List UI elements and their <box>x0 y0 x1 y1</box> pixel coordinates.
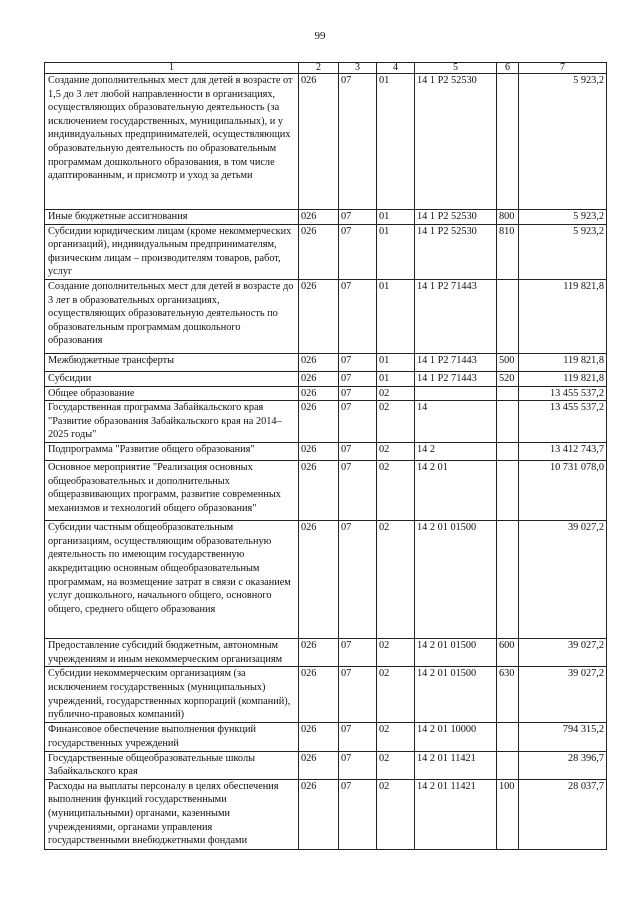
table-row <box>45 751 607 779</box>
row-section: 07 <box>339 371 377 386</box>
row-code-admin: 026 <box>299 779 339 849</box>
row-section: 07 <box>339 279 377 353</box>
row-expense-type <box>497 751 519 779</box>
row-amount: 39 027,2 <box>519 667 607 723</box>
row-target-article: 14 2 <box>415 443 497 461</box>
row-section: 07 <box>339 461 377 521</box>
column-header: 1 <box>45 63 299 74</box>
row-name: Межбюджетные трансферты <box>45 353 299 371</box>
row-target-article: 14 2 01 11421 <box>415 751 497 779</box>
row-code-admin: 026 <box>299 74 339 210</box>
row-section: 07 <box>339 751 377 779</box>
row-expense-type <box>497 74 519 210</box>
row-code-admin: 026 <box>299 279 339 353</box>
row-subsection: 01 <box>377 74 415 210</box>
table-row <box>45 74 607 210</box>
row-section: 07 <box>339 386 377 401</box>
row-target-article: 14 2 01 11421 <box>415 779 497 849</box>
row-expense-type <box>497 443 519 461</box>
row-expense-type: 600 <box>497 639 519 667</box>
column-header: 5 <box>415 63 497 74</box>
row-subsection: 01 <box>377 279 415 353</box>
column-header-row <box>45 63 607 74</box>
row-target-article: 14 2 01 <box>415 461 497 521</box>
row-name: Финансовое обеспечение выполнения функций государственных учреждений <box>45 723 299 751</box>
column-header: 2 <box>299 63 339 74</box>
row-expense-type <box>497 279 519 353</box>
row-subsection: 02 <box>377 521 415 639</box>
row-section: 07 <box>339 443 377 461</box>
row-subsection: 02 <box>377 751 415 779</box>
row-target-article: 14 2 01 01500 <box>415 667 497 723</box>
row-code-admin: 026 <box>299 371 339 386</box>
row-expense-type: 520 <box>497 371 519 386</box>
row-name: Субсидии <box>45 371 299 386</box>
row-section: 07 <box>339 210 377 225</box>
row-amount: 13 455 537,2 <box>519 386 607 401</box>
row-name: Создание дополнительных мест для детей в возрасте от 1,5 до 3 лет любой направленности в организациях, осуществляющих образовательную деятельность (за исключением государственных, муниципальных), и у индивидуальных предпринимателей, осуществляющих образовательную деятельность по образовательным программам дошкольного образования, в том числе адаптированным, и присмотр и уход за детьми <box>45 74 299 210</box>
row-section: 07 <box>339 74 377 210</box>
row-code-admin: 026 <box>299 443 339 461</box>
row-code-admin: 026 <box>299 461 339 521</box>
row-section: 07 <box>339 401 377 443</box>
table-row <box>45 723 607 751</box>
row-subsection: 01 <box>377 371 415 386</box>
table-row <box>45 401 607 443</box>
row-name: Субсидии юридическим лицам (кроме некоммерческих организаций), индивидуальным предпринимателям, физическим лицам – производителям товаров, работ, услуг <box>45 224 299 279</box>
row-name: Общее образование <box>45 386 299 401</box>
row-expense-type: 500 <box>497 353 519 371</box>
column-header: 6 <box>497 63 519 74</box>
row-name: Создание дополнительных мест для детей в возрасте до 3 лет в образовательных организациях, осуществляющих образовательную деятельность по образовательным программам дошкольного образования <box>45 279 299 353</box>
row-name: Предоставление субсидий бюджетным, автономным учреждениям и иным некоммерческим организациям <box>45 639 299 667</box>
row-amount: 28 396,7 <box>519 751 607 779</box>
row-expense-type: 630 <box>497 667 519 723</box>
row-name: Подпрограмма "Развитие общего образования" <box>45 443 299 461</box>
row-section: 07 <box>339 224 377 279</box>
column-header: 4 <box>377 63 415 74</box>
row-subsection: 01 <box>377 210 415 225</box>
row-expense-type <box>497 723 519 751</box>
table-row <box>45 521 607 639</box>
row-target-article: 14 1 P2 52530 <box>415 74 497 210</box>
row-code-admin: 026 <box>299 353 339 371</box>
row-section: 07 <box>339 723 377 751</box>
row-name: Основное мероприятие "Реализация основных общеобразовательных и дополнительных общеразвивающих программ, развитие современных механизмов и технологий общего образования" <box>45 461 299 521</box>
row-target-article: 14 1 P2 52530 <box>415 210 497 225</box>
row-subsection: 01 <box>377 224 415 279</box>
row-expense-type <box>497 386 519 401</box>
table-row <box>45 371 607 386</box>
row-amount: 119 821,8 <box>519 371 607 386</box>
row-expense-type: 100 <box>497 779 519 849</box>
row-target-article: 14 1 P2 52530 <box>415 224 497 279</box>
table-row <box>45 667 607 723</box>
row-section: 07 <box>339 667 377 723</box>
row-subsection: 02 <box>377 401 415 443</box>
row-amount: 28 037,7 <box>519 779 607 849</box>
row-expense-type: 800 <box>497 210 519 225</box>
row-amount: 10 731 078,0 <box>519 461 607 521</box>
row-target-article: 14 <box>415 401 497 443</box>
table-row <box>45 639 607 667</box>
row-amount: 13 455 537,2 <box>519 401 607 443</box>
row-name: Государственная программа Забайкальского края "Развитие образования Забайкальского края на 2014–2025 годы" <box>45 401 299 443</box>
row-expense-type <box>497 461 519 521</box>
row-code-admin: 026 <box>299 751 339 779</box>
row-section: 07 <box>339 639 377 667</box>
row-subsection: 02 <box>377 461 415 521</box>
table-row <box>45 224 607 279</box>
row-name: Иные бюджетные ассигнования <box>45 210 299 225</box>
row-amount: 119 821,8 <box>519 353 607 371</box>
row-target-article: 14 2 01 01500 <box>415 521 497 639</box>
budget-table <box>44 62 607 850</box>
row-amount: 13 412 743,7 <box>519 443 607 461</box>
row-target-article: 14 1 P2 71443 <box>415 279 497 353</box>
row-subsection: 02 <box>377 667 415 723</box>
row-expense-type: 810 <box>497 224 519 279</box>
row-amount: 5 923,2 <box>519 210 607 225</box>
row-target-article: 14 2 01 10000 <box>415 723 497 751</box>
row-code-admin: 026 <box>299 401 339 443</box>
table-row <box>45 353 607 371</box>
row-subsection: 02 <box>377 639 415 667</box>
row-amount: 794 315,2 <box>519 723 607 751</box>
row-subsection: 02 <box>377 779 415 849</box>
row-code-admin: 026 <box>299 210 339 225</box>
row-section: 07 <box>339 779 377 849</box>
row-code-admin: 026 <box>299 639 339 667</box>
row-amount: 119 821,8 <box>519 279 607 353</box>
table-row <box>45 461 607 521</box>
row-subsection: 02 <box>377 386 415 401</box>
page-number: 99 <box>314 30 326 42</box>
row-code-admin: 026 <box>299 224 339 279</box>
row-code-admin: 026 <box>299 723 339 751</box>
row-amount: 39 027,2 <box>519 639 607 667</box>
row-name: Государственные общеобразовательные школы Забайкальского края <box>45 751 299 779</box>
row-amount: 39 027,2 <box>519 521 607 639</box>
row-name: Субсидии частным общеобразовательным организациям, осуществляющим образовательную деятельность по имеющим государственную аккредитацию основным общеобразовательным программам, на возмещение затрат в связи с оказанием услуг дошкольного, начального общего, основного общего, среднего общего образования <box>45 521 299 639</box>
row-name: Расходы на выплаты персоналу в целях обеспечения выполнения функций государственными (муниципальными) органами, казенными учреждениями, органами управления государственными внебюджетными фондами <box>45 779 299 849</box>
row-subsection: 02 <box>377 443 415 461</box>
table-row <box>45 443 607 461</box>
column-header: 3 <box>339 63 377 74</box>
table-row <box>45 386 607 401</box>
row-target-article <box>415 386 497 401</box>
column-header: 7 <box>519 63 607 74</box>
table-row <box>45 210 607 225</box>
row-expense-type <box>497 401 519 443</box>
row-code-admin: 026 <box>299 667 339 723</box>
row-subsection: 02 <box>377 723 415 751</box>
row-expense-type <box>497 521 519 639</box>
row-code-admin: 026 <box>299 521 339 639</box>
row-target-article: 14 1 P2 71443 <box>415 371 497 386</box>
row-section: 07 <box>339 521 377 639</box>
row-target-article: 14 2 01 01500 <box>415 639 497 667</box>
table-row <box>45 279 607 353</box>
row-section: 07 <box>339 353 377 371</box>
table-row <box>45 779 607 849</box>
row-code-admin: 026 <box>299 386 339 401</box>
row-amount: 5 923,2 <box>519 224 607 279</box>
row-target-article: 14 1 P2 71443 <box>415 353 497 371</box>
row-subsection: 01 <box>377 353 415 371</box>
row-amount: 5 923,2 <box>519 74 607 210</box>
row-name: Субсидии некоммерческим организациям (за исключением государственных (муниципальных) учреждений, государственных корпораций (компаний), публично-правовых компаний) <box>45 667 299 723</box>
